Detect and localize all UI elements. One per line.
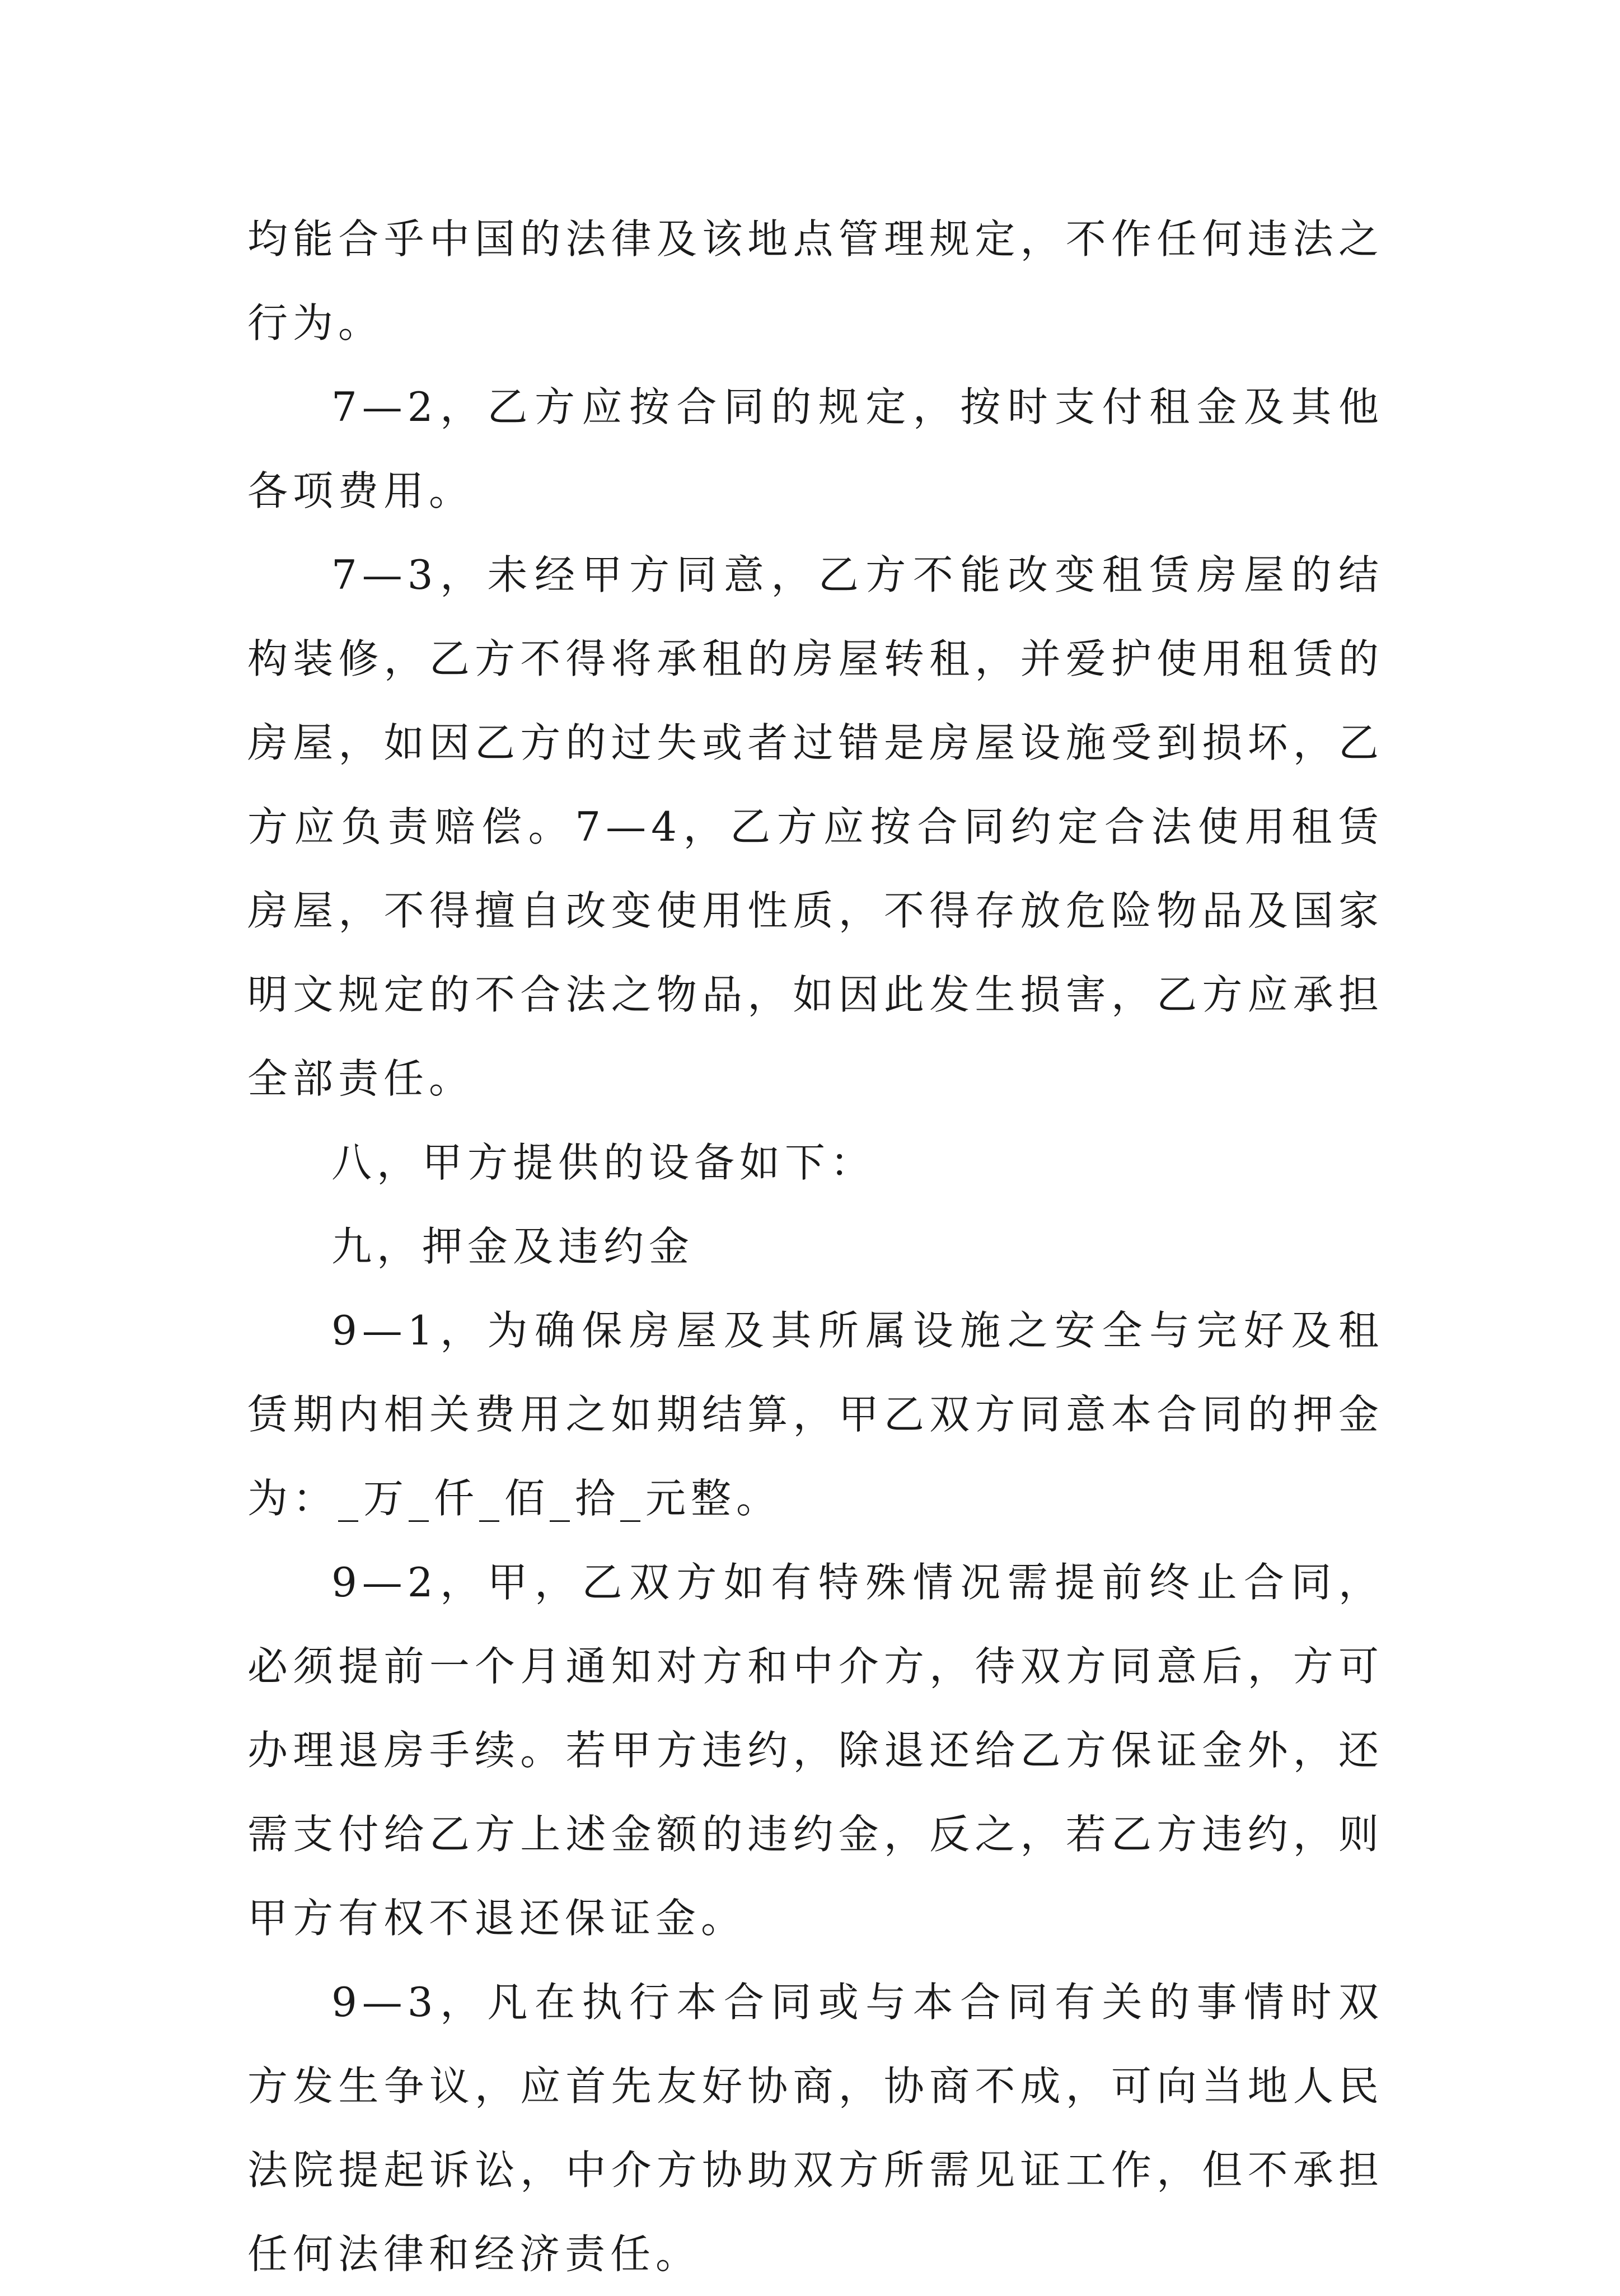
- document-body: [247, 197, 1384, 2296]
- paragraph-clause-9-1: 9—1，为确保房屋及其所属设施之安全与完好及租赁期内相关费用之如期结算，甲乙双方同意本合同的押金为：_万_仟_佰_拾_元整。: [247, 1307, 1384, 1522]
- paragraph-clause-7-2: 7—2，乙方应按合同的规定，按时支付租金及其他各项费用。: [247, 383, 1384, 514]
- paragraph-clause-7-3: 7—3，未经甲方同意，乙方不能改变租赁房屋的结构装修，乙方不得将承租的房屋转租，并爱护使用租赁的房屋，如因乙方的过失或者过错是房屋设施受到损坏，乙方应负责赔偿。7—4，乙方应按合同约定合法使用租赁房屋，不得擅自改变使用性质，不得存放危险物品及国家明文规定的不合法之物品，如因此发生损害，乙方应承担全部责任。: [247, 551, 1384, 1102]
- section-heading-nine: 九，押金及违约金: [331, 1223, 695, 1270]
- paragraph-compliance: 均能合乎中国的法律及该地点管理规定，不作任何违法之行为。: [247, 215, 1384, 346]
- paragraph-clause-9-2: 9—2，甲，乙双方如有特殊情况需提前终止合同，必须提前一个月通知对方和中介方，待双方同意后，方可办理退房手续。若甲方违约，除退还给乙方保证金外，还需支付给乙方上述金额的违约金，反之，若乙方违约，则甲方有权不退还保证金。: [247, 1559, 1384, 1942]
- section-heading-eight: 八，甲方提供的设备如下：: [331, 1139, 876, 1186]
- paragraph-clause-9-3: 9—3，凡在执行本合同或与本合同有关的事情时双方发生争议，应首先友好协商，协商不成，可向当地人民法院提起诉讼，中介方协助双方所需见证工作，但不承担任何法律和经济责任。: [247, 1979, 1384, 2278]
